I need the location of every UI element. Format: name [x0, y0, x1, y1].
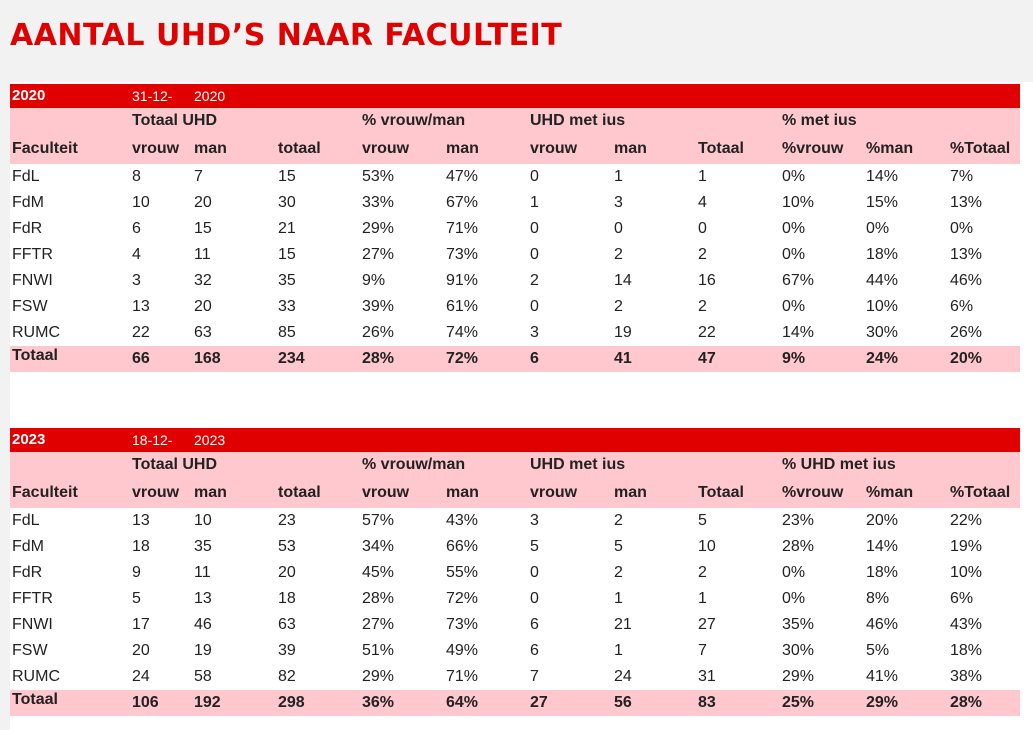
value-cell: 0%: [782, 246, 806, 263]
group-header: Totaal UHD: [130, 452, 276, 478]
column-header: %vrouw: [780, 134, 864, 164]
total-cell: 41: [612, 346, 696, 372]
value-cell: 4: [698, 194, 707, 211]
faculty-cell: FdM: [12, 194, 44, 211]
total-cell: 234: [276, 346, 360, 372]
value-cell: 24: [132, 668, 150, 685]
table-block-2023: [10, 428, 1020, 716]
column-header: vrouw: [130, 134, 192, 164]
value-cell: 39%: [362, 298, 395, 315]
value-cell: 71%: [446, 220, 479, 237]
data-table: [10, 84, 1020, 372]
table-row: [10, 586, 1020, 612]
value-cell: 18%: [866, 246, 899, 263]
value-cell: 2: [614, 298, 623, 315]
value-cell: 2: [698, 298, 707, 315]
value-cell: 91%: [446, 272, 479, 289]
column-header: Totaal: [696, 478, 780, 508]
value-cell: 33: [278, 298, 296, 315]
column-header: totaal: [276, 478, 360, 508]
total-row: [10, 690, 1020, 716]
value-cell: 20: [194, 194, 212, 211]
value-cell: 34%: [362, 538, 395, 555]
value-cell: 13: [132, 298, 150, 315]
value-cell: 53: [278, 538, 296, 555]
value-cell: 10: [194, 512, 212, 529]
value-cell: 32: [194, 272, 212, 289]
value-cell: 6%: [950, 590, 974, 607]
total-cell: 25%: [780, 690, 864, 716]
value-cell: 5: [132, 590, 141, 607]
value-cell: 27%: [362, 246, 395, 263]
value-cell: 0%: [782, 220, 806, 237]
value-cell: 27: [698, 616, 716, 633]
total-cell: 106: [130, 690, 192, 716]
faculty-cell: FNWI: [12, 616, 53, 633]
value-cell: 11: [194, 564, 211, 581]
total-cell: 20%: [948, 346, 1020, 372]
value-cell: 28%: [362, 590, 395, 607]
value-cell: 7: [698, 642, 707, 659]
column-header: %Totaal: [948, 134, 1020, 164]
table-row: [10, 216, 1020, 242]
total-label: Totaal: [10, 346, 130, 372]
value-cell: 3: [132, 272, 141, 289]
value-cell: 53%: [362, 168, 395, 185]
column-header: Totaal: [696, 134, 780, 164]
tables-panel: [10, 82, 1033, 730]
value-cell: 20%: [866, 512, 899, 529]
faculty-cell: FFTR: [12, 246, 53, 263]
value-cell: 38%: [950, 668, 983, 685]
value-cell: 8%: [866, 590, 890, 607]
value-cell: 10%: [866, 298, 899, 315]
value-cell: 1: [614, 642, 623, 659]
column-header: man: [444, 134, 528, 164]
value-cell: 13: [132, 512, 150, 529]
total-label: Totaal: [10, 690, 130, 716]
total-cell: 72%: [444, 346, 528, 372]
table-row: [10, 268, 1020, 294]
value-cell: 6%: [950, 298, 974, 315]
value-cell: 66%: [446, 538, 479, 555]
table-row: [10, 190, 1020, 216]
total-cell: 47: [696, 346, 780, 372]
value-cell: 0: [530, 168, 539, 185]
value-cell: 21: [614, 616, 632, 633]
table-row: [10, 560, 1020, 586]
value-cell: 2: [698, 246, 707, 263]
column-header: %man: [864, 478, 948, 508]
date-part-b: 2020: [192, 84, 276, 108]
value-cell: 8: [132, 168, 141, 185]
value-cell: 0: [614, 220, 623, 237]
value-cell: 20: [194, 298, 212, 315]
date-part-b: 2023: [192, 428, 276, 452]
value-cell: 19: [614, 324, 632, 341]
faculty-cell: FdR: [12, 220, 43, 237]
value-cell: 0: [698, 220, 707, 237]
value-cell: 58: [194, 668, 212, 685]
group-header: % vrouw/man: [360, 108, 528, 134]
value-cell: 30%: [866, 324, 899, 341]
value-cell: 20: [132, 642, 150, 659]
value-cell: 47%: [446, 168, 479, 185]
value-cell: 0: [530, 220, 539, 237]
value-cell: 0: [530, 298, 539, 315]
value-cell: 5: [614, 538, 623, 555]
value-cell: 43%: [950, 616, 983, 633]
table-row: [10, 294, 1020, 320]
value-cell: 0%: [782, 298, 806, 315]
value-cell: 20: [278, 564, 296, 581]
total-cell: 28%: [360, 346, 444, 372]
column-header: vrouw: [528, 478, 612, 508]
faculty-cell: RUMC: [12, 324, 60, 341]
total-cell: 83: [696, 690, 780, 716]
table-row: [10, 534, 1020, 560]
column-header: vrouw: [130, 478, 192, 508]
value-cell: 10%: [782, 194, 815, 211]
value-cell: 7: [530, 668, 539, 685]
value-cell: 71%: [446, 668, 479, 685]
value-cell: 74%: [446, 324, 479, 341]
value-cell: 10: [132, 194, 150, 211]
value-cell: 14: [614, 272, 632, 289]
faculty-cell: RUMC: [12, 668, 60, 685]
value-cell: 2: [614, 564, 623, 581]
value-cell: 14%: [782, 324, 815, 341]
value-cell: 0%: [866, 220, 890, 237]
value-cell: 44%: [866, 272, 899, 289]
value-cell: 28%: [782, 538, 815, 555]
value-cell: 35: [278, 272, 296, 289]
faculty-cell: FSW: [12, 642, 48, 659]
value-cell: 22: [132, 324, 150, 341]
value-cell: 46: [194, 616, 212, 633]
total-cell: 28%: [948, 690, 1020, 716]
column-header: man: [612, 134, 696, 164]
total-cell: 168: [192, 346, 276, 372]
column-header: %man: [864, 134, 948, 164]
value-cell: 15: [194, 220, 212, 237]
column-header: %vrouw: [780, 478, 864, 508]
total-cell: 27: [528, 690, 612, 716]
value-cell: 0%: [782, 590, 806, 607]
value-cell: 2: [698, 564, 707, 581]
value-cell: 57%: [362, 512, 395, 529]
value-cell: 63: [194, 324, 212, 341]
value-cell: 16: [698, 272, 716, 289]
table-row: [10, 508, 1020, 534]
value-cell: 31: [698, 668, 716, 685]
value-cell: 39: [278, 642, 296, 659]
total-cell: 9%: [780, 346, 864, 372]
value-cell: 2: [614, 512, 623, 529]
value-cell: 11: [194, 246, 211, 263]
group-header: % met ius: [780, 108, 948, 134]
value-cell: 82: [278, 668, 296, 685]
value-cell: 0%: [782, 564, 806, 581]
value-cell: 24: [614, 668, 632, 685]
date-part-a: 18-12-: [130, 428, 192, 452]
column-header: %Totaal: [948, 478, 1020, 508]
column-header: vrouw: [528, 134, 612, 164]
value-cell: 27%: [362, 616, 395, 633]
total-cell: 298: [276, 690, 360, 716]
value-cell: 46%: [866, 616, 899, 633]
value-cell: 33%: [362, 194, 395, 211]
year-row: [10, 428, 1020, 452]
table-row: [10, 638, 1020, 664]
total-cell: 24%: [864, 346, 948, 372]
total-cell: 66: [130, 346, 192, 372]
value-cell: 22%: [950, 512, 983, 529]
value-cell: 6: [530, 642, 539, 659]
value-cell: 23: [278, 512, 296, 529]
value-cell: 0: [530, 246, 539, 263]
date-part-a: 31-12-: [130, 84, 192, 108]
value-cell: 22: [698, 324, 716, 341]
value-cell: 26%: [362, 324, 395, 341]
faculty-cell: FdL: [12, 168, 40, 185]
faculty-cell: FdL: [12, 512, 40, 529]
value-cell: 67%: [782, 272, 815, 289]
value-cell: 55%: [446, 564, 479, 581]
column-header: man: [192, 134, 276, 164]
value-cell: 18%: [866, 564, 899, 581]
total-cell: 64%: [444, 690, 528, 716]
value-cell: 61%: [446, 298, 479, 315]
value-cell: 21: [278, 220, 296, 237]
column-header-row: [10, 478, 1020, 508]
value-cell: 0%: [950, 220, 974, 237]
value-cell: 15: [278, 168, 296, 185]
value-cell: 29%: [362, 668, 395, 685]
value-cell: 10: [698, 538, 716, 555]
total-cell: 56: [612, 690, 696, 716]
column-header: man: [444, 478, 528, 508]
group-header: % vrouw/man: [360, 452, 528, 478]
value-cell: 45%: [362, 564, 395, 581]
table-row: [10, 612, 1020, 638]
column-header-row: [10, 134, 1020, 164]
faculty-cell: FFTR: [12, 590, 53, 607]
value-cell: 14%: [866, 538, 899, 555]
value-cell: 6: [132, 220, 141, 237]
table-row: [10, 320, 1020, 346]
value-cell: 17: [132, 616, 150, 633]
column-header: man: [192, 478, 276, 508]
faculty-cell: FdR: [12, 564, 43, 581]
value-cell: 35: [194, 538, 212, 555]
value-cell: 1: [530, 194, 539, 211]
value-cell: 2: [530, 272, 539, 289]
value-cell: 15%: [866, 194, 899, 211]
value-cell: 1: [614, 590, 623, 607]
group-header: Totaal UHD: [130, 108, 276, 134]
year-label: 2023: [10, 428, 130, 452]
value-cell: 3: [530, 512, 539, 529]
value-cell: 19%: [950, 538, 983, 555]
value-cell: 18: [278, 590, 296, 607]
total-row: [10, 346, 1020, 372]
value-cell: 85: [278, 324, 296, 341]
value-cell: 41%: [866, 668, 899, 685]
total-cell: 192: [192, 690, 276, 716]
value-cell: 1: [698, 168, 707, 185]
value-cell: 23%: [782, 512, 815, 529]
value-cell: 6: [530, 616, 539, 633]
value-cell: 9%: [362, 272, 386, 289]
value-cell: 3: [614, 194, 623, 211]
data-table: [10, 428, 1020, 716]
value-cell: 29%: [782, 668, 815, 685]
column-header: vrouw: [360, 478, 444, 508]
value-cell: 5%: [866, 642, 890, 659]
year-row: [10, 84, 1020, 108]
value-cell: 13%: [950, 246, 983, 263]
value-cell: 0%: [782, 168, 806, 185]
value-cell: 2: [614, 246, 623, 263]
group-header-row: [10, 108, 1020, 134]
value-cell: 73%: [446, 616, 479, 633]
table-row: [10, 164, 1020, 190]
column-header: Faculteit: [10, 134, 130, 164]
value-cell: 26%: [950, 324, 983, 341]
table-block-2020: [10, 84, 1020, 372]
value-cell: 43%: [446, 512, 479, 529]
column-header: totaal: [276, 134, 360, 164]
value-cell: 7: [194, 168, 203, 185]
total-cell: 6: [528, 346, 612, 372]
value-cell: 51%: [362, 642, 395, 659]
value-cell: 18: [132, 538, 150, 555]
value-cell: 18%: [950, 642, 983, 659]
value-cell: 67%: [446, 194, 479, 211]
group-header: % UHD met ius: [780, 452, 948, 478]
group-header: UHD met ius: [528, 452, 696, 478]
value-cell: 30%: [782, 642, 815, 659]
value-cell: 63: [278, 616, 296, 633]
value-cell: 35%: [782, 616, 815, 633]
faculty-cell: FNWI: [12, 272, 53, 289]
value-cell: 49%: [446, 642, 479, 659]
column-header: vrouw: [360, 134, 444, 164]
faculty-cell: FdM: [12, 538, 44, 555]
year-label: 2020: [10, 84, 130, 108]
total-cell: 29%: [864, 690, 948, 716]
value-cell: 9: [132, 564, 141, 581]
value-cell: 46%: [950, 272, 983, 289]
value-cell: 10%: [950, 564, 983, 581]
value-cell: 5: [530, 538, 539, 555]
value-cell: 7%: [950, 168, 974, 185]
value-cell: 5: [698, 512, 707, 529]
value-cell: 73%: [446, 246, 479, 263]
value-cell: 1: [614, 168, 623, 185]
value-cell: 13%: [950, 194, 983, 211]
value-cell: 13: [194, 590, 212, 607]
column-header: Faculteit: [10, 478, 130, 508]
group-header: UHD met ius: [528, 108, 696, 134]
value-cell: 3: [530, 324, 539, 341]
value-cell: 4: [132, 246, 141, 263]
value-cell: 29%: [362, 220, 395, 237]
value-cell: 19: [194, 642, 212, 659]
value-cell: 0: [530, 590, 539, 607]
value-cell: 72%: [446, 590, 479, 607]
table-row: [10, 664, 1020, 690]
table-row: [10, 242, 1020, 268]
value-cell: 15: [278, 246, 296, 263]
group-header-row: [10, 452, 1020, 478]
total-cell: 36%: [360, 690, 444, 716]
page-title: AANTAL UHD’S NAAR FACULTEIT: [10, 18, 563, 53]
column-header: man: [612, 478, 696, 508]
value-cell: 30: [278, 194, 296, 211]
value-cell: 14%: [866, 168, 899, 185]
value-cell: 1: [698, 590, 707, 607]
faculty-cell: FSW: [12, 298, 48, 315]
value-cell: 0: [530, 564, 539, 581]
